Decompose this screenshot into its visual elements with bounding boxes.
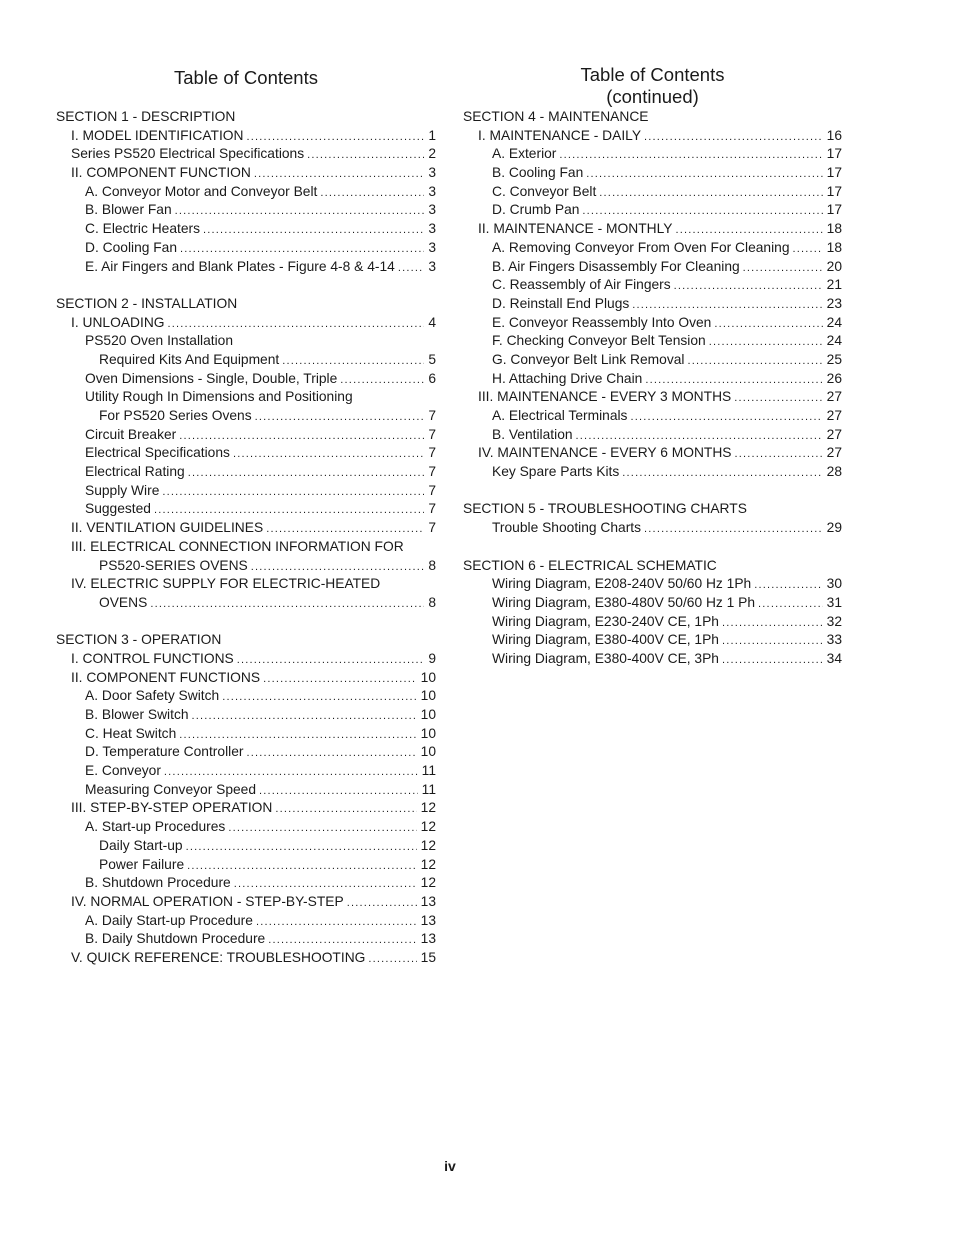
dot-leader bbox=[675, 221, 822, 240]
toc-title-text: Table of Contents bbox=[174, 67, 318, 88]
toc-entry-text: SECTION 2 - INSTALLATION bbox=[56, 295, 238, 311]
toc-entry[interactable] bbox=[463, 276, 842, 295]
toc-page-number: 7 bbox=[428, 501, 436, 517]
dot-leader bbox=[186, 838, 417, 857]
toc-spacer bbox=[56, 276, 436, 295]
toc-list-left bbox=[56, 108, 436, 968]
toc-entry-text: D. Reinstall End Plugs bbox=[492, 295, 630, 311]
toc-entry[interactable] bbox=[56, 743, 436, 762]
toc-entry-text: A. Start-up Procedures bbox=[85, 819, 226, 835]
toc-page-number: 23 bbox=[826, 295, 842, 311]
toc-entry[interactable] bbox=[56, 669, 436, 688]
toc-page-number: 33 bbox=[826, 632, 842, 648]
toc-entry[interactable] bbox=[56, 426, 436, 445]
toc-entry-text: Supply Wire bbox=[85, 482, 160, 498]
toc-page-number: 3 bbox=[428, 239, 436, 255]
toc-entry[interactable] bbox=[56, 856, 436, 875]
toc-entry-text: OVENS bbox=[99, 594, 148, 610]
toc-entry[interactable] bbox=[463, 127, 842, 146]
toc-entry-text: II. COMPONENT FUNCTION bbox=[71, 165, 251, 181]
toc-entry-text: Required Kits And Equipment bbox=[99, 351, 280, 367]
dot-leader bbox=[179, 427, 424, 446]
toc-entry[interactable] bbox=[463, 631, 842, 650]
toc-entry[interactable] bbox=[56, 183, 436, 202]
toc-entry[interactable] bbox=[56, 164, 436, 183]
toc-entry-text: D. Temperature Controller bbox=[85, 744, 244, 760]
toc-page-number: 29 bbox=[826, 520, 842, 536]
dot-leader bbox=[347, 894, 417, 913]
toc-entry-text: Wiring Diagram, E230-240V CE, 1Ph bbox=[492, 613, 719, 629]
toc-entry-text: B. Ventilation bbox=[492, 426, 573, 442]
toc-entry-text: II. VENTILATION GUIDELINES bbox=[71, 520, 264, 536]
toc-entry-text: SECTION 6 - ELECTRICAL SCHEMATIC bbox=[463, 557, 717, 573]
toc-entry[interactable] bbox=[463, 201, 842, 220]
toc-entry-text: Electrical Specifications bbox=[85, 445, 230, 461]
dot-leader bbox=[630, 408, 822, 427]
toc-page-number: 17 bbox=[826, 183, 842, 199]
toc-page-number: 12 bbox=[420, 837, 436, 853]
dot-leader bbox=[179, 726, 416, 745]
toc-entry[interactable] bbox=[56, 949, 436, 968]
toc-page-number: 7 bbox=[428, 426, 436, 442]
toc-entry-text: A. Conveyor Motor and Conveyor Belt bbox=[85, 183, 318, 199]
dot-leader bbox=[259, 782, 418, 801]
toc-page-number: 5 bbox=[428, 351, 436, 367]
toc-entry[interactable] bbox=[56, 930, 436, 949]
toc-section-heading[interactable] bbox=[463, 557, 842, 576]
toc-page-number: 10 bbox=[420, 725, 436, 741]
toc-entry-text: F. Checking Conveyor Belt Tension bbox=[492, 333, 706, 349]
dot-leader bbox=[586, 165, 822, 184]
toc-entry-text: PS520 Oven Installation bbox=[85, 333, 234, 349]
toc-page-number: 17 bbox=[826, 202, 842, 218]
toc-entry[interactable] bbox=[56, 575, 436, 594]
dot-leader bbox=[266, 520, 424, 539]
toc-spacer bbox=[463, 482, 842, 501]
toc-page-number: 3 bbox=[428, 183, 436, 199]
toc-page-number: 27 bbox=[826, 389, 842, 405]
toc-page-number: 27 bbox=[826, 408, 842, 423]
toc-page-number: 15 bbox=[420, 949, 436, 965]
dot-leader bbox=[559, 146, 822, 165]
toc-entry-text: Wiring Diagram, E380-480V 50/60 Hz 1 Ph bbox=[492, 594, 756, 610]
dot-leader bbox=[255, 408, 425, 427]
toc-page-number: 30 bbox=[826, 576, 842, 592]
toc-page-number: 12 bbox=[420, 819, 436, 835]
toc-entry-text: B. Shutdown Procedure bbox=[85, 875, 231, 891]
toc-page-number: 7 bbox=[428, 408, 436, 423]
toc-entry[interactable] bbox=[56, 837, 436, 856]
toc-section-heading[interactable] bbox=[463, 108, 842, 127]
toc-entry[interactable] bbox=[463, 426, 842, 445]
toc-entry[interactable] bbox=[463, 407, 842, 426]
toc-title bbox=[56, 67, 436, 89]
toc-entry[interactable] bbox=[463, 183, 842, 202]
toc-entry-text: SECTION 1 - DESCRIPTION bbox=[56, 109, 236, 124]
toc-entry[interactable] bbox=[56, 725, 436, 744]
toc-page-number: 32 bbox=[826, 613, 842, 629]
toc-entry-text: B. Blower Switch bbox=[85, 707, 189, 722]
toc-page-number: 21 bbox=[826, 277, 842, 293]
dot-leader bbox=[368, 950, 416, 969]
toc-entry-text: IV. ELECTRIC SUPPLY FOR ELECTRIC-HEATED bbox=[71, 576, 381, 592]
dot-leader bbox=[632, 296, 822, 315]
toc-page-number: 24 bbox=[826, 333, 842, 349]
dot-leader bbox=[582, 202, 822, 221]
toc-entry[interactable] bbox=[56, 407, 436, 426]
toc-page-number: 27 bbox=[826, 445, 842, 461]
toc-entry[interactable] bbox=[56, 220, 436, 239]
toc-entry[interactable] bbox=[463, 444, 842, 463]
toc-entry-text: Wiring Diagram, E380-400V CE, 3Ph bbox=[492, 650, 719, 666]
toc-section-heading[interactable] bbox=[56, 631, 436, 650]
toc-page-number: 12 bbox=[420, 800, 436, 816]
toc-entry[interactable] bbox=[463, 332, 842, 351]
toc-entry[interactable] bbox=[463, 370, 842, 389]
toc-page-number: 16 bbox=[826, 127, 842, 143]
toc-entry[interactable] bbox=[463, 351, 842, 370]
toc-page-number: 11 bbox=[421, 781, 436, 797]
toc-page-number: 25 bbox=[826, 351, 842, 367]
toc-entry-text: Key Spare Parts Kits bbox=[492, 464, 620, 480]
toc-page-number: 20 bbox=[826, 258, 842, 274]
toc-entry[interactable] bbox=[56, 893, 436, 912]
toc-entry-text: III. ELECTRICAL CONNECTION INFORMATION FOR bbox=[71, 538, 404, 554]
dot-leader bbox=[162, 483, 424, 502]
dot-leader bbox=[192, 707, 417, 726]
toc-entry[interactable] bbox=[56, 799, 436, 818]
toc-entry-text: A. Electrical Terminals bbox=[492, 408, 628, 423]
toc-page-number: 7 bbox=[428, 464, 436, 480]
toc-entry[interactable] bbox=[463, 594, 842, 613]
toc-page-number: 28 bbox=[826, 464, 842, 480]
toc-page-number: 13 bbox=[420, 912, 436, 928]
toc-entry-text: I. CONTROL FUNCTIONS bbox=[71, 650, 234, 666]
toc-entry-text: PS520-SERIES OVENS bbox=[99, 557, 248, 573]
toc-page-number: 12 bbox=[420, 875, 436, 891]
dot-leader bbox=[758, 595, 823, 614]
dot-leader bbox=[180, 240, 424, 259]
toc-entry[interactable] bbox=[56, 201, 436, 220]
toc-entry-text: B. Blower Fan bbox=[85, 202, 172, 218]
toc-title-line1: Table of Contents bbox=[580, 64, 725, 85]
dot-leader bbox=[722, 614, 823, 633]
toc-entry-text: I. UNLOADING bbox=[71, 314, 165, 330]
toc-entry-text: D. Crumb Pan bbox=[492, 202, 580, 218]
dot-leader bbox=[188, 464, 425, 483]
toc-page-number: 13 bbox=[420, 893, 436, 909]
toc-entry-text: C. Conveyor Belt bbox=[492, 183, 597, 199]
toc-page-number: 7 bbox=[428, 445, 436, 461]
dot-leader bbox=[246, 128, 424, 147]
toc-entry-text: A. Removing Conveyor From Oven For Cleaning bbox=[492, 239, 790, 255]
toc-entry-text: V. QUICK REFERENCE: TROUBLESHOOTING bbox=[71, 949, 366, 965]
toc-entry-text: A. Exterior bbox=[492, 146, 557, 162]
toc-entry-text: Utility Rough In Dimensions and Positioning bbox=[85, 389, 353, 405]
toc-page-number: 8 bbox=[428, 557, 436, 573]
toc-entry-text: A. Door Safety Switch bbox=[85, 688, 220, 704]
toc-entry[interactable] bbox=[56, 463, 436, 482]
toc-entry-text: I. MAINTENANCE - DAILY bbox=[478, 127, 642, 143]
toc-list-right bbox=[463, 108, 842, 669]
toc-page-number: 10 bbox=[420, 707, 436, 722]
toc-page-number: 18 bbox=[826, 239, 842, 255]
toc-page-number: 9 bbox=[428, 650, 436, 666]
toc-entry-text: Series PS520 Electrical Specifications bbox=[71, 146, 305, 162]
toc-entry[interactable] bbox=[463, 519, 842, 538]
toc-entry[interactable] bbox=[56, 538, 436, 557]
toc-entry-text: IV. NORMAL OPERATION - STEP-BY-STEP bbox=[71, 893, 344, 909]
toc-entry[interactable] bbox=[56, 912, 436, 931]
toc-entry[interactable] bbox=[463, 650, 842, 669]
toc-entry[interactable] bbox=[56, 706, 436, 725]
dot-leader bbox=[722, 651, 823, 670]
toc-entry-text: For PS520 Series Ovens bbox=[99, 408, 252, 423]
toc-entry[interactable] bbox=[56, 239, 436, 258]
dot-leader bbox=[320, 184, 424, 203]
toc-entry-text: SECTION 3 - OPERATION bbox=[56, 632, 222, 648]
dot-leader bbox=[187, 857, 417, 876]
dot-leader bbox=[282, 352, 424, 371]
dot-leader bbox=[793, 240, 823, 259]
toc-spacer bbox=[56, 613, 436, 632]
toc-entry-text: Trouble Shooting Charts bbox=[492, 520, 642, 536]
toc-entry-text: Circuit Breaker bbox=[85, 426, 177, 442]
dot-leader bbox=[340, 371, 424, 390]
toc-entry[interactable] bbox=[56, 314, 436, 333]
toc-entry-text: B. Cooling Fan bbox=[492, 165, 584, 181]
toc-entry[interactable] bbox=[56, 874, 436, 893]
toc-entry[interactable] bbox=[56, 519, 436, 538]
toc-entry[interactable] bbox=[463, 314, 842, 333]
toc-entry-text: Suggested bbox=[85, 501, 151, 517]
page-number: iv bbox=[444, 1158, 456, 1174]
dot-leader bbox=[734, 389, 822, 408]
toc-entry[interactable] bbox=[463, 220, 842, 239]
toc-entry-text: D. Cooling Fan bbox=[85, 239, 178, 255]
toc-page-number: 26 bbox=[826, 370, 842, 386]
toc-entry[interactable] bbox=[463, 258, 842, 277]
toc-entry[interactable] bbox=[463, 388, 842, 407]
toc-entry-text: IV. MAINTENANCE - EVERY 6 MONTHS bbox=[478, 445, 732, 461]
toc-entry[interactable] bbox=[56, 332, 436, 351]
toc-entry-text: Power Failure bbox=[99, 856, 185, 872]
dot-leader bbox=[175, 202, 425, 221]
toc-entry-text: C. Heat Switch bbox=[85, 725, 177, 741]
toc-entry[interactable] bbox=[56, 594, 436, 613]
toc-page-number: 34 bbox=[826, 650, 842, 666]
toc-entry[interactable] bbox=[463, 164, 842, 183]
toc-page-number: 3 bbox=[428, 202, 436, 218]
toc-entry-text: E. Air Fingers and Blank Plates - Figure 4-8 & 4-14 bbox=[85, 258, 395, 274]
toc-entry-text: Oven Dimensions - Single, Double, Triple bbox=[85, 370, 338, 386]
toc-title-continued bbox=[463, 64, 842, 108]
toc-entry-text: II. COMPONENT FUNCTIONS bbox=[71, 669, 261, 685]
toc-entry-text: C. Reassembly of Air Fingers bbox=[492, 277, 671, 293]
dot-leader bbox=[256, 913, 417, 932]
dot-leader bbox=[228, 819, 416, 838]
toc-page-number: 10 bbox=[420, 744, 436, 760]
toc-page-number: 24 bbox=[826, 314, 842, 330]
toc-page-number: 7 bbox=[428, 520, 436, 536]
toc-page-number: 8 bbox=[428, 594, 436, 610]
dot-leader bbox=[644, 520, 823, 539]
toc-entry-text: G. Conveyor Belt Link Removal bbox=[492, 351, 685, 367]
dot-leader bbox=[268, 931, 416, 950]
toc-page-number: 3 bbox=[428, 221, 436, 237]
toc-entry[interactable] bbox=[56, 818, 436, 837]
dot-leader bbox=[237, 651, 425, 670]
dot-leader bbox=[644, 128, 823, 147]
toc-page-number: 17 bbox=[826, 146, 842, 162]
toc-entry-text: II. MAINTENANCE - MONTHLY bbox=[478, 221, 673, 237]
toc-entry[interactable] bbox=[56, 444, 436, 463]
toc-entry-text: E. Conveyor Reassembly Into Oven bbox=[492, 314, 712, 330]
toc-entry-text: III. MAINTENANCE - EVERY 3 MONTHS bbox=[478, 389, 732, 405]
toc-page-number: 11 bbox=[421, 763, 436, 779]
toc-title-line2: (continued) bbox=[606, 86, 699, 107]
dot-leader bbox=[687, 352, 822, 371]
toc-entry-text: B. Air Fingers Disassembly For Cleaning bbox=[492, 258, 740, 274]
toc-entry-text: Daily Start-up bbox=[99, 837, 183, 853]
toc-entry[interactable] bbox=[56, 370, 436, 389]
toc-page-number: 31 bbox=[826, 594, 842, 610]
toc-entry[interactable] bbox=[56, 687, 436, 706]
toc-entry-text: A. Daily Start-up Procedure bbox=[85, 912, 253, 928]
toc-entry-text: B. Daily Shutdown Procedure bbox=[85, 931, 266, 947]
dot-leader bbox=[398, 259, 425, 278]
dot-leader bbox=[714, 315, 822, 334]
dot-leader bbox=[168, 315, 425, 334]
toc-entry[interactable] bbox=[56, 500, 436, 519]
toc-entry[interactable] bbox=[56, 351, 436, 370]
toc-entry[interactable] bbox=[56, 650, 436, 669]
toc-section-heading[interactable] bbox=[56, 295, 436, 314]
toc-entry[interactable] bbox=[56, 258, 436, 277]
toc-page-number: 13 bbox=[420, 931, 436, 947]
toc-entry-text: I. MODEL IDENTIFICATION bbox=[71, 127, 244, 143]
dot-leader bbox=[164, 763, 418, 782]
toc-page-number: 10 bbox=[420, 669, 436, 685]
dot-leader bbox=[576, 427, 823, 446]
toc-entry[interactable] bbox=[463, 463, 842, 482]
toc-page-number: 18 bbox=[826, 221, 842, 237]
dot-leader bbox=[246, 744, 416, 763]
toc-page-number: 4 bbox=[428, 314, 436, 330]
toc-entry[interactable] bbox=[56, 762, 436, 781]
toc-page-number: 27 bbox=[826, 426, 842, 442]
dot-leader bbox=[735, 445, 823, 464]
toc-entry[interactable] bbox=[463, 239, 842, 258]
toc-entry[interactable] bbox=[56, 388, 436, 407]
dot-leader bbox=[599, 184, 822, 203]
toc-entry-text: E. Conveyor bbox=[85, 763, 161, 779]
toc-entry-text: SECTION 5 - TROUBLESHOOTING CHARTS bbox=[463, 501, 747, 517]
toc-entry[interactable] bbox=[56, 781, 436, 800]
dot-leader bbox=[307, 146, 424, 165]
toc-entry[interactable] bbox=[56, 145, 436, 164]
dot-leader bbox=[645, 371, 822, 390]
toc-entry-text: Wiring Diagram, E208-240V 50/60 Hz 1Ph bbox=[492, 576, 752, 592]
toc-entry-text: SECTION 4 - MAINTENANCE bbox=[463, 109, 649, 124]
toc-spacer bbox=[463, 538, 842, 557]
toc-section-heading[interactable] bbox=[56, 108, 436, 127]
toc-entry[interactable] bbox=[463, 575, 842, 594]
dot-leader bbox=[222, 688, 416, 707]
dot-leader bbox=[203, 221, 424, 240]
toc-entry[interactable] bbox=[463, 613, 842, 632]
toc-entry[interactable] bbox=[463, 145, 842, 164]
toc-entry-text: III. STEP-BY-STEP OPERATION bbox=[71, 800, 273, 816]
dot-leader bbox=[234, 875, 417, 894]
dot-leader bbox=[743, 259, 823, 278]
toc-entry[interactable] bbox=[463, 295, 842, 314]
dot-leader bbox=[622, 464, 822, 483]
toc-entry-text: Wiring Diagram, E380-400V CE, 1Ph bbox=[492, 632, 719, 648]
toc-page-number: 2 bbox=[428, 146, 436, 162]
toc-page-number: 12 bbox=[420, 856, 436, 872]
dot-leader bbox=[154, 501, 424, 520]
toc-page-number: 17 bbox=[826, 165, 842, 181]
dot-leader bbox=[263, 670, 417, 689]
toc-page-number: 10 bbox=[420, 688, 436, 704]
toc-entry[interactable] bbox=[56, 482, 436, 501]
toc-entry[interactable] bbox=[56, 557, 436, 576]
dot-leader bbox=[251, 558, 425, 577]
dot-leader bbox=[709, 333, 823, 352]
toc-entry-text: C. Electric Heaters bbox=[85, 221, 201, 237]
dot-leader bbox=[233, 445, 424, 464]
dot-leader bbox=[275, 800, 416, 819]
dot-leader bbox=[754, 576, 822, 595]
toc-page-number: 3 bbox=[428, 258, 436, 274]
toc-entry-text: H. Attaching Drive Chain bbox=[492, 370, 643, 386]
dot-leader bbox=[674, 277, 823, 296]
toc-entry-text: Measuring Conveyor Speed bbox=[85, 781, 257, 797]
toc-page-number: 3 bbox=[428, 165, 436, 181]
dot-leader bbox=[722, 632, 823, 651]
toc-section-heading[interactable] bbox=[463, 500, 842, 519]
toc-page-number: 6 bbox=[428, 370, 436, 386]
dot-leader bbox=[254, 165, 424, 184]
toc-entry[interactable] bbox=[56, 127, 436, 146]
toc-page-number: 1 bbox=[428, 127, 436, 143]
dot-leader bbox=[150, 595, 424, 614]
toc-page-number: 7 bbox=[428, 482, 436, 498]
toc-entry-text: Electrical Rating bbox=[85, 464, 185, 480]
